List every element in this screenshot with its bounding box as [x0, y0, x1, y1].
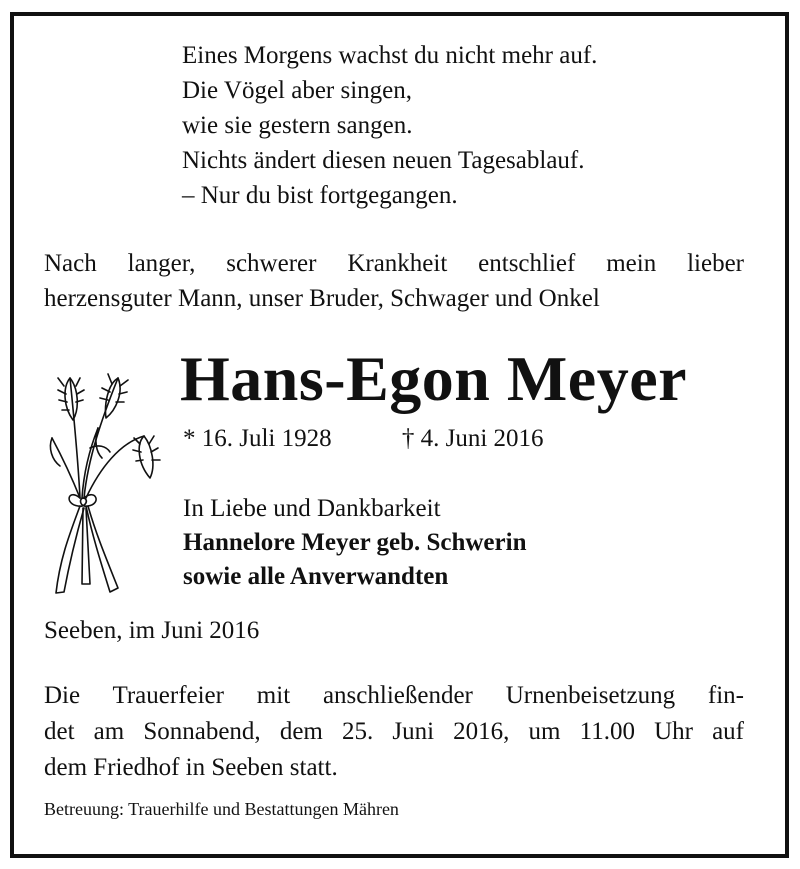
poem	[182, 38, 597, 213]
intro-text	[44, 246, 744, 316]
ceremony-line: Die Trauerfeier mit anschließender Urnenbeisetzung fin-	[44, 682, 744, 709]
mourner-relatives: sowie alle Anverwandten	[183, 563, 449, 590]
intro-line: herzensguter Mann, unser Bruder, Schwager und Onkel	[44, 285, 600, 312]
mourners	[183, 492, 526, 594]
ceremony-text	[44, 678, 744, 786]
poem-line: – Nur du bist fortgegangen.	[182, 182, 458, 209]
deceased-name: Hans-Egon Meyer	[180, 343, 687, 414]
place-date: Seeben, im Juni 2016	[44, 617, 260, 644]
funeral-home: Betreuung: Trauerhilfe und Bestattungen Mähren	[44, 799, 399, 819]
intro-line: Nach langer, schwerer Krankheit entschlief mein lieber	[44, 250, 744, 277]
ceremony-line: det am Sonnabend, dem 25. Juni 2016, um 11.00 Uhr auf	[44, 718, 744, 745]
poem-line: Eines Morgens wachst du nicht mehr auf.	[182, 42, 598, 69]
death-date: † 4. Juni 2016	[401, 425, 544, 452]
mourners-intro: In Liebe und Dankbarkeit	[183, 495, 441, 522]
life-dates	[183, 422, 544, 456]
poem-line: wie sie gestern sangen.	[182, 112, 413, 139]
wheat-bundle-icon	[40, 348, 170, 600]
poem-line: Nichts ändert diesen neuen Tagesablauf.	[182, 147, 585, 174]
mourner-name: Hannelore Meyer geb. Schwerin	[183, 529, 527, 556]
poem-line: Die Vögel aber singen,	[182, 77, 413, 104]
ceremony-line: dem Friedhof in Seeben statt.	[44, 754, 338, 781]
birth-date: * 16. Juli 1928	[183, 425, 332, 452]
